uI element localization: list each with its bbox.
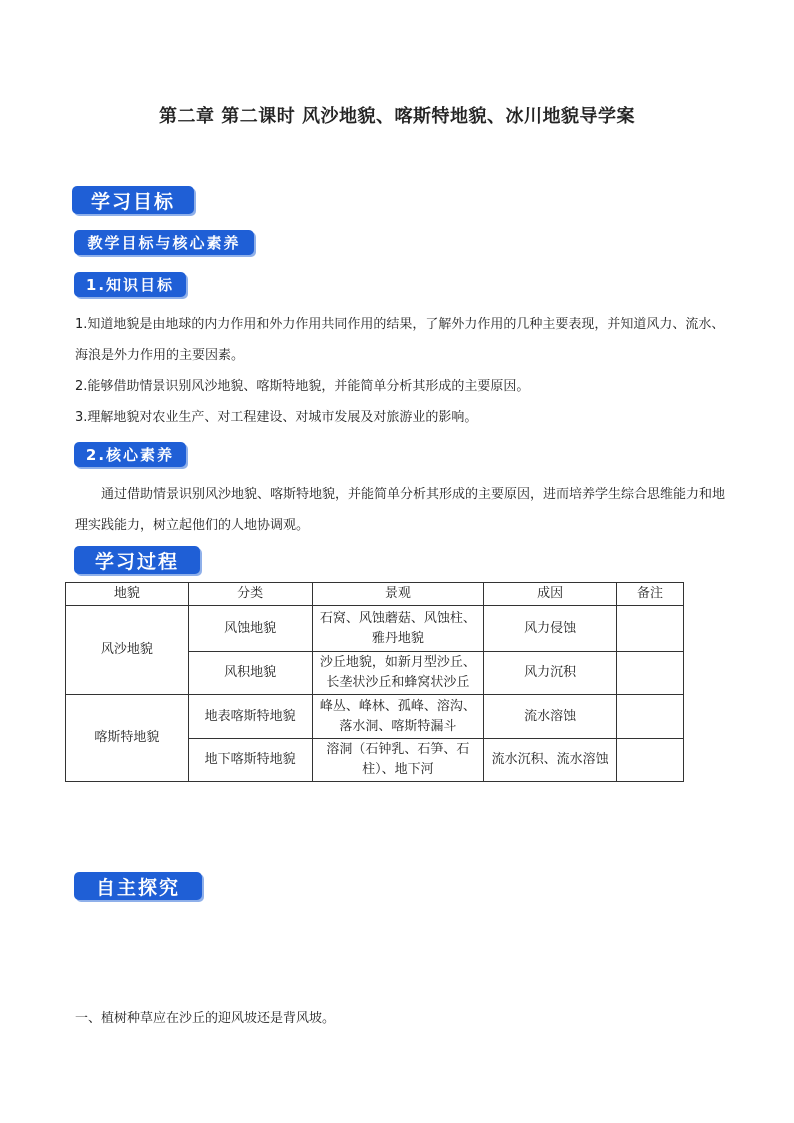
section-badge-knowledge-goals: 1.知识目标 [74,272,186,297]
page-title: 第二章 第二课时 风沙地貌、喀斯特地貌、冰川地貌导学案 [158,106,636,127]
landform-group-cell: 风沙地貌 [66,606,189,695]
core-literacy-text: 通过借助情景识别风沙地貌、喀斯特地貌，并能简单分析其形成的主要原因，进而培养学生综合思维能力和地理实践能力，树立起他们的人地协调观。 [75,487,726,533]
note-cell [617,695,684,739]
landscape-cell: 峰丛、峰林、孤峰、溶沟、落水洞、喀斯特漏斗 [312,695,484,739]
cause-cell: 风力沉积 [484,652,617,695]
landscape-cell: 溶洞（石钟乳、石笋、石柱）、地下河 [312,739,484,782]
landform-table [65,582,684,782]
cause-cell: 风力侵蚀 [484,606,617,652]
knowledge-item: 2.能够借助情景识别风沙地貌、喀斯特地貌，并能简单分析其形成的主要原因。 [75,379,530,394]
knowledge-list [75,309,735,433]
cause-cell: 流水溶蚀 [484,695,617,739]
question-text: 一、植树种草应在沙丘的迎风坡还是背风坡。 [75,1011,336,1026]
type-cell: 地下喀斯特地貌 [188,739,312,782]
table-row [66,695,684,739]
table-header-row [66,583,684,606]
table-header: 分类 [188,583,312,606]
table-header: 景观 [312,583,484,606]
note-cell [617,652,684,695]
type-cell: 风蚀地貌 [188,606,312,652]
knowledge-item: 3.理解地貌对农业生产、对工程建设、对城市发展及对旅游业的影响。 [75,410,478,425]
section-badge-objectives: 学习目标 [72,186,194,214]
cause-cell: 流水沉积、流水溶蚀 [484,739,617,782]
table-header: 备注 [617,583,684,606]
section-badge-teaching-goals: 教学目标与核心素养 [74,230,254,255]
note-cell [617,606,684,652]
landscape-cell: 石窝、风蚀蘑菇、风蚀柱、雅丹地貌 [312,606,484,652]
table-row [66,606,684,652]
section-badge-process: 学习过程 [74,546,200,574]
note-cell [617,739,684,782]
table-header: 地貌 [66,583,189,606]
type-cell: 地表喀斯特地貌 [188,695,312,739]
landscape-cell: 沙丘地貌，如新月型沙丘、长垄状沙丘和蜂窝状沙丘 [312,652,484,695]
knowledge-item: 1.知道地貌是由地球的内力作用和外力作用共同作用的结果，了解外力作用的几种主要表现，并知道风力、流水、海浪是外力作用的主要因素。 [75,317,725,363]
section-badge-core-literacy: 2.核心素养 [74,442,186,467]
section-badge-self-study: 自主探究 [74,872,202,900]
landform-group-cell: 喀斯特地貌 [66,695,189,782]
type-cell: 风积地貌 [188,652,312,695]
table-header: 成因 [484,583,617,606]
